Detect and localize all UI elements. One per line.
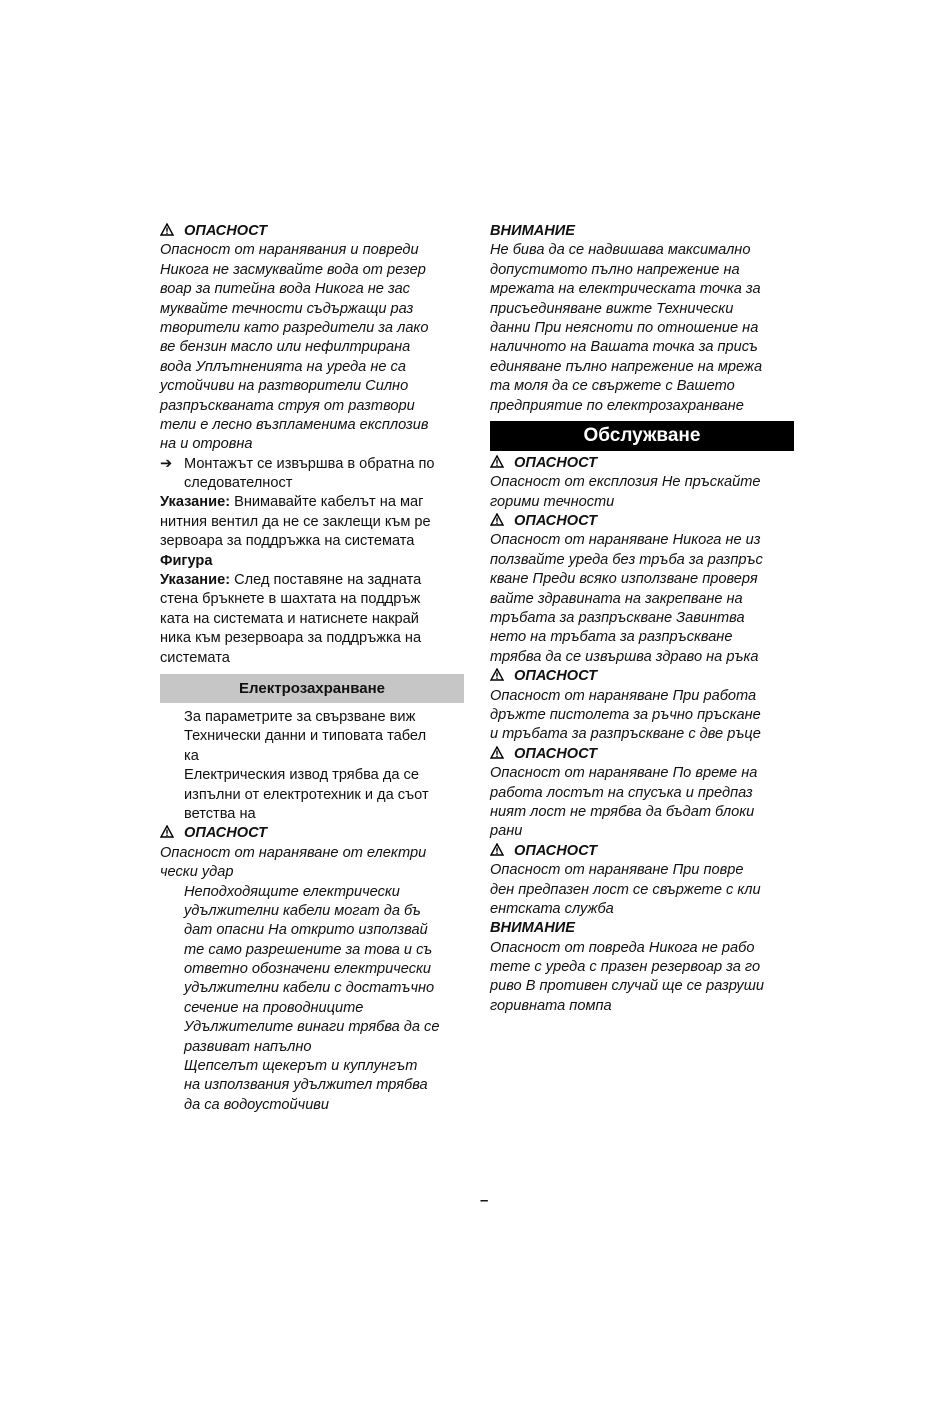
danger-heading: ОПАСНОСТ	[490, 512, 794, 531]
danger-text: вайте здравината на закрепване на	[490, 590, 743, 607]
figure-label: Фигура	[160, 552, 213, 569]
warning-triangle-icon	[490, 455, 504, 468]
warning-triangle-icon	[490, 746, 504, 759]
section-heading-operation: Обслужване	[490, 421, 794, 451]
warning-triangle-icon	[490, 668, 504, 681]
danger-text: трябва да се извършва здраво на ръка	[490, 648, 759, 665]
attention-text: горивната помпа	[490, 997, 612, 1014]
right-column	[490, 222, 794, 1016]
danger-text: Опасност от нараняване При повре	[490, 862, 744, 879]
note: Указание: След поставяне на задната стена бръкнете в шахтата на поддръж ката на системата и натиснете накрай ника към резервоара за поддръжка на системата	[160, 572, 422, 666]
danger-text: дръжте пистолета за ръчно пръскане	[490, 706, 761, 723]
danger-heading: ОПАСНОСТ	[160, 824, 464, 843]
danger-text: тръбата за разпръскване Завинтва	[490, 610, 745, 627]
danger-heading: ОПАСНОСТ	[490, 454, 794, 473]
danger-text: рани	[490, 823, 523, 840]
attention-text: риво В противен случай ще се разруши	[490, 978, 764, 995]
danger-text: работа лостът на спусъка и предпаз	[490, 784, 753, 801]
danger-text: кване Преди всяко използване проверя	[490, 571, 758, 588]
danger-text: ден предпазен лост се свържете с кли	[490, 881, 761, 898]
attention-text: тете с уреда с празен резервоар за го	[490, 959, 761, 976]
warning-triangle-icon	[160, 223, 174, 236]
note-label: Указание:	[160, 572, 231, 589]
power-list: За параметрите за свързване виж Технически данни и типовата табел ка Електрическия извод трябва да се изпълни от електротехник и да съот ветства на	[184, 708, 429, 822]
section-heading-power-supply: Електрозахранване	[160, 674, 464, 703]
attention-heading: ВНИМАНИЕ	[490, 920, 576, 937]
danger-text: ният лост не трябва да бъдат блоки	[490, 803, 755, 820]
danger-heading: ОПАСНОСТ	[490, 667, 794, 686]
danger-text: Опасност от нараняване от електри чески удар Неподходящите електрически удължителни кабели могат да бъ дат опасни На открито използвай те само разрешените за това и съ ответно обозначени електрически удължителни кабели с достатъчно сечение на проводниците Удължителите винаги трябва да се развиват напълно Щепселът щекерът и куплунгът на използвания удължител трябва да са водоустойчиви	[160, 844, 440, 1113]
danger-text: нето на тръбата за разпръскване	[490, 629, 733, 646]
warning-triangle-icon	[490, 513, 504, 526]
danger-text: ползвайте уреда без тръба за разпръс	[490, 551, 763, 568]
attention-heading: ВНИМАНИЕ	[490, 223, 576, 239]
danger-heading: ОПАСНОСТ	[490, 745, 794, 764]
danger-heading: ОПАСНОСТ	[490, 842, 794, 861]
danger-text: Опасност от експлозия Не пръскайте	[490, 474, 761, 491]
danger-text: Опасност от наранявания и повреди Никога не засмуквайте вода от резер воар за питейна вода Никога не зас муквайте течности съдържащи раз творители като разредители за лако ве бензин масло или нефилтрирана вода Уплътненията на уреда не са устойчиви на разтворители Силно разпръскваната струя от разтвори тели е лесно възпламенима експлозив на и отровна	[160, 242, 429, 453]
danger-text: Опасност от нараняване По време на	[490, 765, 758, 782]
warning-triangle-icon	[490, 843, 504, 856]
danger-text: Опасност от нараняване При работа	[490, 687, 757, 704]
instruction-step: ➔ Монтажът се извършва в обратна по следователност	[160, 455, 435, 492]
attention-text: Не бива да се надвишава максимално допустимото пълно напрежение на мрежата на електрическата точка за присъединяване вижте Технически данни При неясноти по отношение на наличното на Вашата точка за присъ единяване пълно напрежение на мрежа та моля да се свържете с Вашето предприятие по електрозахранване	[490, 242, 763, 414]
danger-text: ентската служба	[490, 900, 614, 917]
note-label: Указание:	[160, 494, 231, 511]
attention-text: Опасност от повреда Никога не рабо	[490, 939, 755, 956]
danger-text: и тръбата за разпръскване с две ръце	[490, 726, 761, 743]
danger-heading: ОПАСНОСТ	[160, 222, 464, 241]
danger-text: Опасност от нараняване Никога не из	[490, 532, 761, 549]
note: Указание: Внимавайте кабелът на маг нитния вентил да не се заклещи към ре зервоара за поддръжка на системата	[160, 494, 431, 550]
danger-text: горими течности	[490, 493, 615, 510]
page-number: –	[480, 1192, 489, 1209]
warning-triangle-icon	[160, 825, 174, 838]
arrow-right-icon: ➔	[160, 455, 173, 472]
left-column	[160, 222, 464, 1115]
